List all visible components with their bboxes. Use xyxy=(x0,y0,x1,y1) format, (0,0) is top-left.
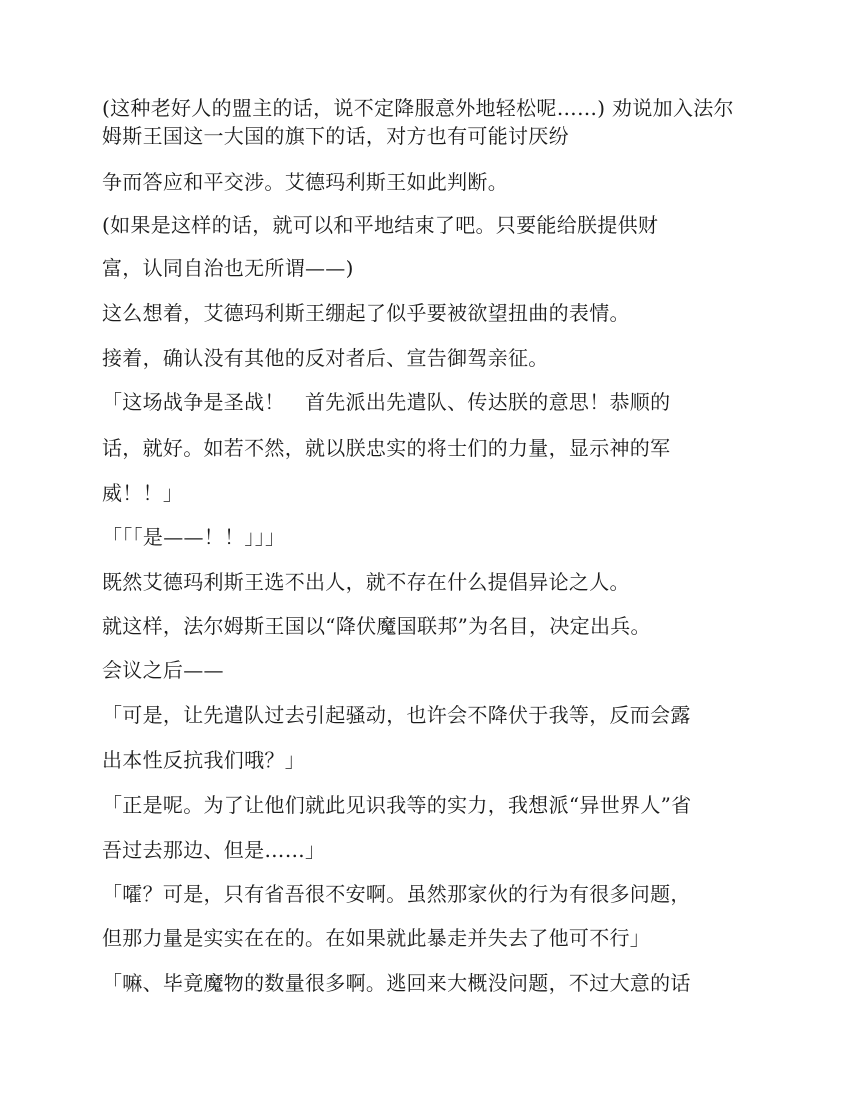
text-line: 「可是，让先遣队过去引起骚动，也许会不降伏于我等，反而会露 xyxy=(102,703,691,727)
text-line: 「这场战争是圣战！ 首先派出先遣队、传达朕的意思！恭顺的 xyxy=(102,390,671,414)
text-line: 富，认同自治也无所谓——) xyxy=(102,256,354,280)
text-line: 会议之后—— xyxy=(102,658,224,682)
text-line: 争而答应和平交涉。艾德玛利斯王如此判断。 xyxy=(102,170,508,194)
text-line: 这么想着，艾德玛利斯王绷起了似乎要被欲望扭曲的表情。 xyxy=(102,301,630,325)
text-line: 姆斯王国这一大国的旗下的话，对方也有可能讨厌纷 xyxy=(102,124,569,148)
text-line: 接着，确认没有其他的反对者后、宣告御驾亲征。 xyxy=(102,346,549,370)
text-line: 「正是呢。为了让他们就此见识我等的实力，我想派“异世界人”省 xyxy=(102,793,692,817)
text-line: 但那力量是实实在在的。在如果就此暴走并失去了他可不行」 xyxy=(102,926,651,950)
text-line: 话，就好。如若不然，就以朕忠实的将士们的力量，显示神的军 xyxy=(102,436,671,460)
text-line: 「嘛、毕竟魔物的数量很多啊。逃回来大概没问题，不过大意的话 xyxy=(102,971,691,995)
text-line: 吾过去那边、但是……」 xyxy=(102,838,326,862)
text-line: 「嚯？可是，只有省吾很不安啊。虽然那家伙的行为有很多问题， xyxy=(102,882,691,906)
text-line: (这种老好人的盟主的话，说不定降服意外地轻松呢……) 劝说加入法尔 xyxy=(102,96,734,120)
text-line: 威！！」 xyxy=(102,481,184,505)
text-line: 出本性反抗我们哦？」 xyxy=(102,748,305,772)
text-line: 就这样，法尔姆斯王国以“降伏魔国联邦”为名目，决定出兵。 xyxy=(102,614,651,638)
text-line: 既然艾德玛利斯王选不出人，就不存在什么提倡异论之人。 xyxy=(102,570,630,594)
text-line: (如果是这样的话，就可以和平地结束了吧。只要能给朕提供财 xyxy=(102,213,659,237)
text-line: 「「「是——！！」」」 xyxy=(102,525,286,549)
